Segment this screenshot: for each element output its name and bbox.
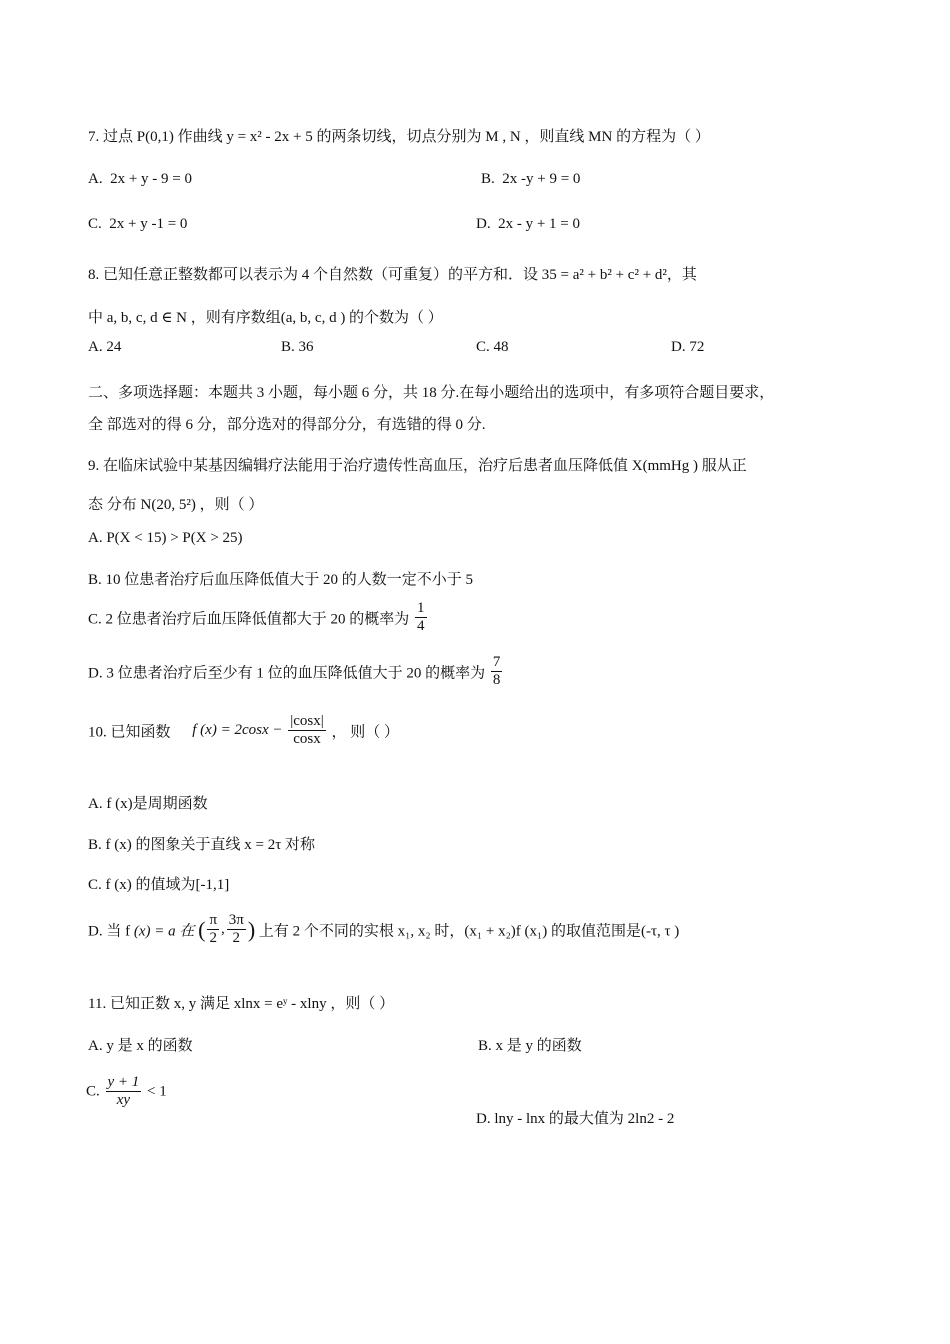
q9-option-c: C. 2 位患者治疗后血压降低值都大于 20 的概率为 $\frac{1}{4}$ bbox=[88, 600, 425, 635]
q11-option-c: C. $\frac{y + 1}{xy}$ < 1 bbox=[86, 1074, 167, 1109]
q7-stem: 7. 过点 P(0,1) 作曲线 y = x² - 2x + 5 的两条切线，切点分别为 M , N ，则直线 MN 的方程为（ ） bbox=[88, 129, 710, 145]
q11-stem: 11. 已知正数 x, y 满足 xlnx = eʸ - xlny ，则（ ） bbox=[88, 996, 395, 1012]
q9-line2: 态 分布 N(20, 5²) ，则（ ） bbox=[88, 497, 264, 513]
q10-option-a: A. f (x)是周期函数 bbox=[88, 796, 208, 812]
q10-fraction: $\frac{|\cos x|}{\cos x}$ bbox=[290, 713, 324, 748]
q10-stem: 10. 已知函数 f (x) = 2cosx − $\frac{|\cos x|}{\cos x}$ ， 则（ ） bbox=[88, 713, 400, 748]
q9-line1: 9. 在临床试验中某基因编辑疗法能用于治疗遗传性高血压，治疗后患者血压降低值 X(mmHg ) 服从正 bbox=[88, 458, 747, 474]
q9-option-a: A. P(X < 15) > P(X > 25) bbox=[88, 530, 243, 546]
q10-option-d: D. 当 f (x) = a 在 ( $\frac{\pi}{2}$ , $\frac{3\pi}{2}$ ) 上有 2 个不同的实根 x₁, x₂ 时，(x₁ + x₂)f (x₁) 的取值范围是(-τ, τ ) bbox=[88, 912, 680, 947]
q11-option-a: A. y 是 x 的函数 bbox=[88, 1038, 193, 1054]
q10-interval-left: $\frac{\pi}{2}$ bbox=[209, 912, 218, 947]
q11-option-d: D. lny - lnx 的最大值为 2ln2 - 2 bbox=[476, 1111, 675, 1127]
q10-option-b: B. f (x) 的图象关于直线 x = 2τ 对称 bbox=[88, 837, 315, 853]
q7-option-b: B. 2x -y + 9 = 0 bbox=[481, 171, 581, 187]
q8-line1: 8. 已知任意正整数都可以表示为 4 个自然数（可重复）的平方和．设 35 = a² + b² + c² + d²，其 bbox=[88, 267, 697, 283]
q9-option-b: B. 10 位患者治疗后血压降低值大于 20 的人数一定不小于 5 bbox=[88, 572, 474, 588]
q11-option-b: B. x 是 y 的函数 bbox=[478, 1038, 582, 1054]
q7-option-d: D. 2x - y + 1 = 0 bbox=[476, 216, 581, 232]
q8-option-d: D. 72 bbox=[671, 339, 705, 355]
q10-option-c: C. f (x) 的值域为[-1,1] bbox=[88, 877, 230, 893]
q9-option-c-fraction: $\frac{1}{4}$ bbox=[417, 600, 425, 635]
q10-interval-right: $\frac{3\pi}{2}$ bbox=[228, 912, 244, 947]
q9-option-d-fraction: $\frac{7}{8}$ bbox=[492, 654, 501, 689]
q9-option-d: D. 3 位患者治疗后至少有 1 位的血压降低值大于 20 的概率为 $\frac{7}{8}$ bbox=[88, 654, 501, 689]
q8-line2: 中 a, b, c, d ∈ N ，则有序数组(a, b, c, d ) 的个数为（ ） bbox=[88, 310, 443, 326]
q7-option-c: C. 2x + y -1 = 0 bbox=[88, 216, 188, 232]
q8-option-c: C. 48 bbox=[476, 339, 509, 355]
q7-option-a: A. 2x + y - 9 = 0 bbox=[88, 171, 193, 187]
section2-line1: 二、多项选择题：本题共 3 小题，每小题 6 分，共 18 分.在每小题给出的选项中，有多项符合题目要求， bbox=[88, 385, 775, 401]
q11-option-c-fraction: $\frac{y + 1}{xy}$ bbox=[107, 1074, 140, 1109]
q8-option-b: B. 36 bbox=[281, 339, 314, 355]
q8-option-a: A. 24 bbox=[88, 339, 122, 355]
section2-line2: 全 部选对的得 6 分，部分选对的得部分分，有选错的得 0 分. bbox=[88, 417, 486, 433]
